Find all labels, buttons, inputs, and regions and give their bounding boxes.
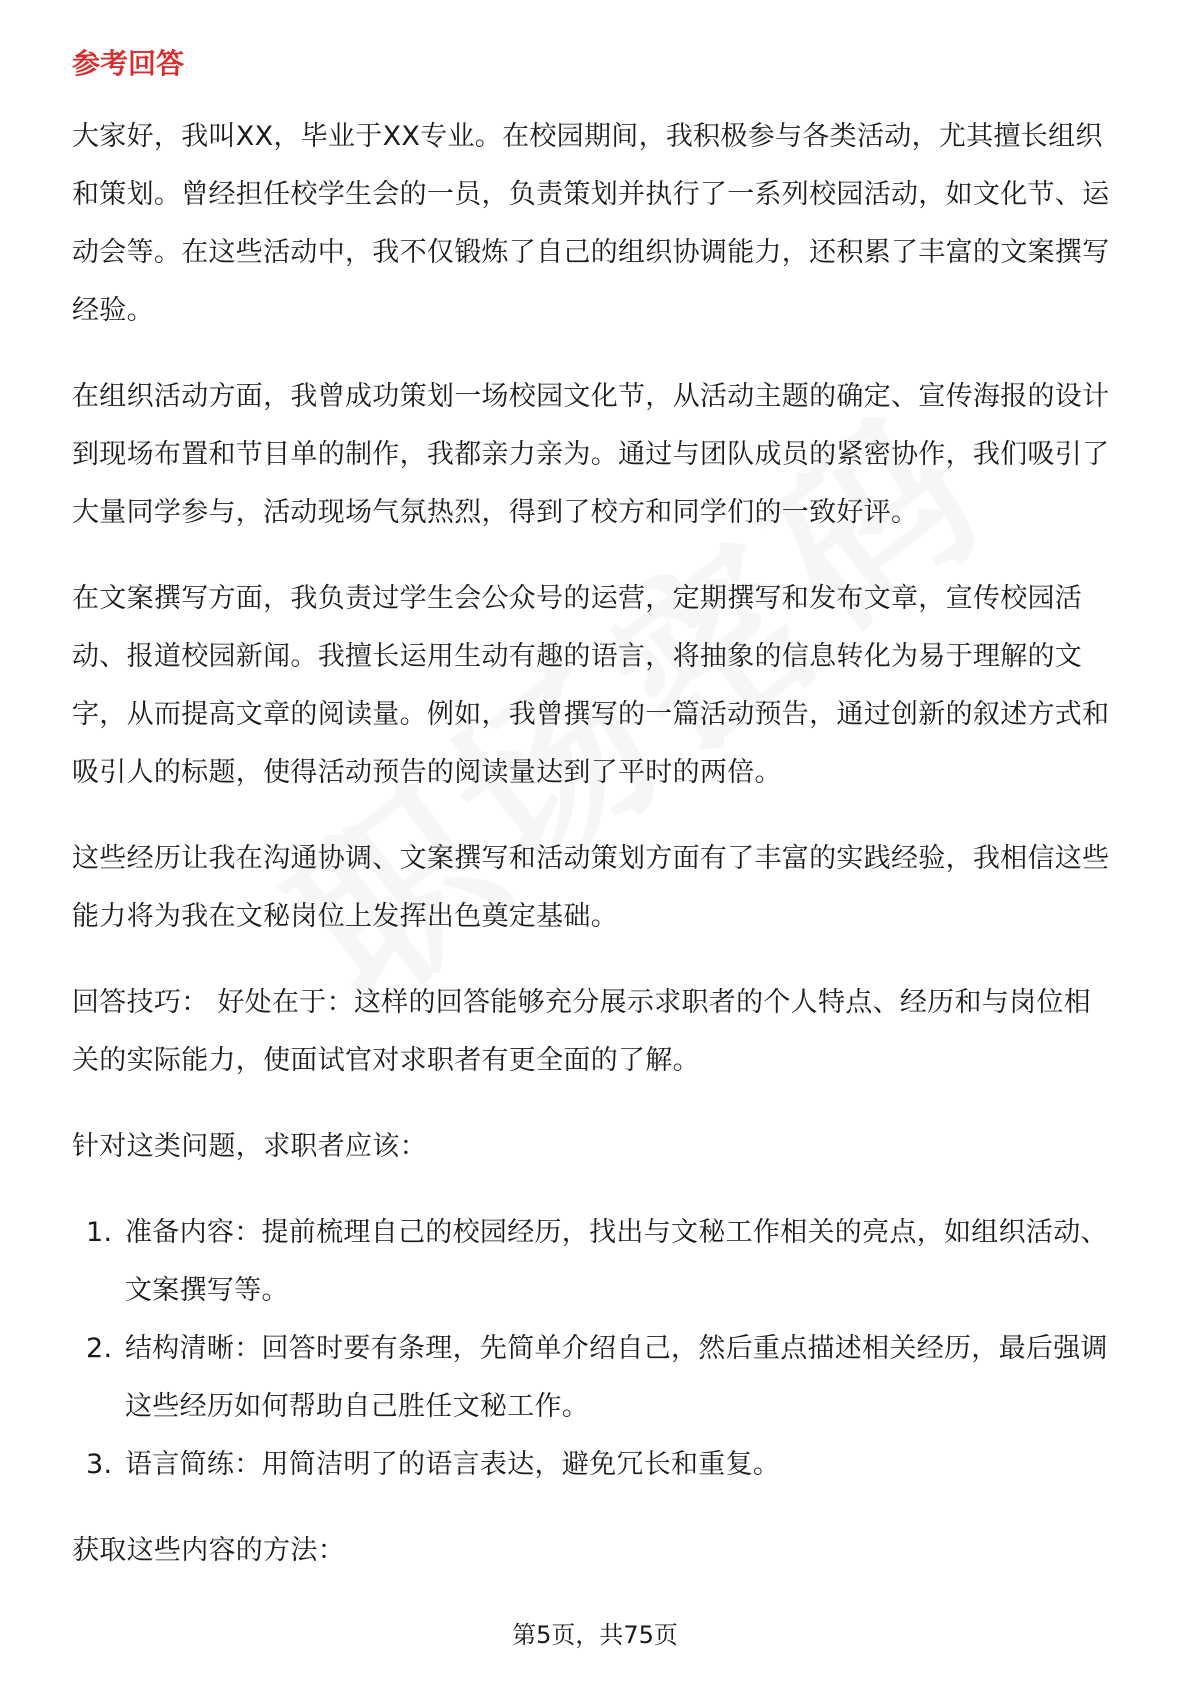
list-item [72, 1436, 1118, 1494]
paragraph-summary: 这些经历让我在沟通协调、文案撰写和活动策划方面有了丰富的实践经验，我相信这些能力将为我在文秘岗位上发挥出色奠定基础。 [72, 843, 1110, 932]
list-item [72, 1204, 1118, 1320]
page-footer: 第5页，共75页 [512, 1621, 678, 1649]
list-item [72, 1320, 1118, 1436]
advice-list [72, 1204, 1118, 1494]
paragraph-intro: 大家好，我叫XX，毕业于XX专业。在校园期间，我积极参与各类活动，尤其擅长组织和策划。曾经担任校学生会的一员，负责策划并执行了一系列校园活动，如文化节、运动会等。在这些活动中，我不仅锻炼了自己的组织协调能力，还积累了丰富的文案撰写经验。 [72, 121, 1110, 326]
page-content [72, 44, 1118, 1608]
paragraph-tips: 回答技巧： 好处在于：这样的回答能够充分展示求职者的个人特点、经历和与岗位相关的实际能力，使面试官对求职者有更全面的了解。 [72, 987, 1091, 1076]
list-item-text: 准备内容：提前梳理自己的校园经历，找出与文秘工作相关的亮点，如组织活动、文案撰写等。 [125, 1217, 1108, 1306]
list-number: 2. [86, 1333, 113, 1364]
paragraph-closing: 获取这些内容的方法： [72, 1535, 345, 1566]
paragraph-organizing: 在组织活动方面，我曾成功策划一场校园文化节，从活动主题的确定、宣传海报的设计到现场布置和节目单的制作，我都亲力亲为。通过与团队成员的紧密协作，我们吸引了大量同学参与，活动现场气氛热烈，得到了校方和同学们的一致好评。 [72, 381, 1110, 528]
list-number: 1. [86, 1217, 113, 1248]
section-title: 参考回答 [72, 47, 185, 80]
paragraph-advice-lead: 针对这类问题，求职者应该： [72, 1131, 427, 1162]
list-item-text: 结构清晰：回答时要有条理，先简单介绍自己，然后重点描述相关经历，最后强调这些经历如何帮助自己胜任文秘工作。 [125, 1333, 1108, 1422]
list-number: 3. [86, 1449, 113, 1480]
list-item-text: 语言简练：用简洁明了的语言表达，避免冗长和重复。 [125, 1449, 781, 1480]
paragraph-copywriting: 在文案撰写方面，我负责过学生会公众号的运营，定期撰写和发布文章，宣传校园活动、报道校园新闻。我擅长运用生动有趣的语言，将抽象的信息转化为易于理解的文字，从而提高文章的阅读量。例如，我曾撰写的一篇活动预告，通过创新的叙述方式和吸引人的标题，使得活动预告的阅读量达到了平时的两倍。 [72, 583, 1110, 788]
